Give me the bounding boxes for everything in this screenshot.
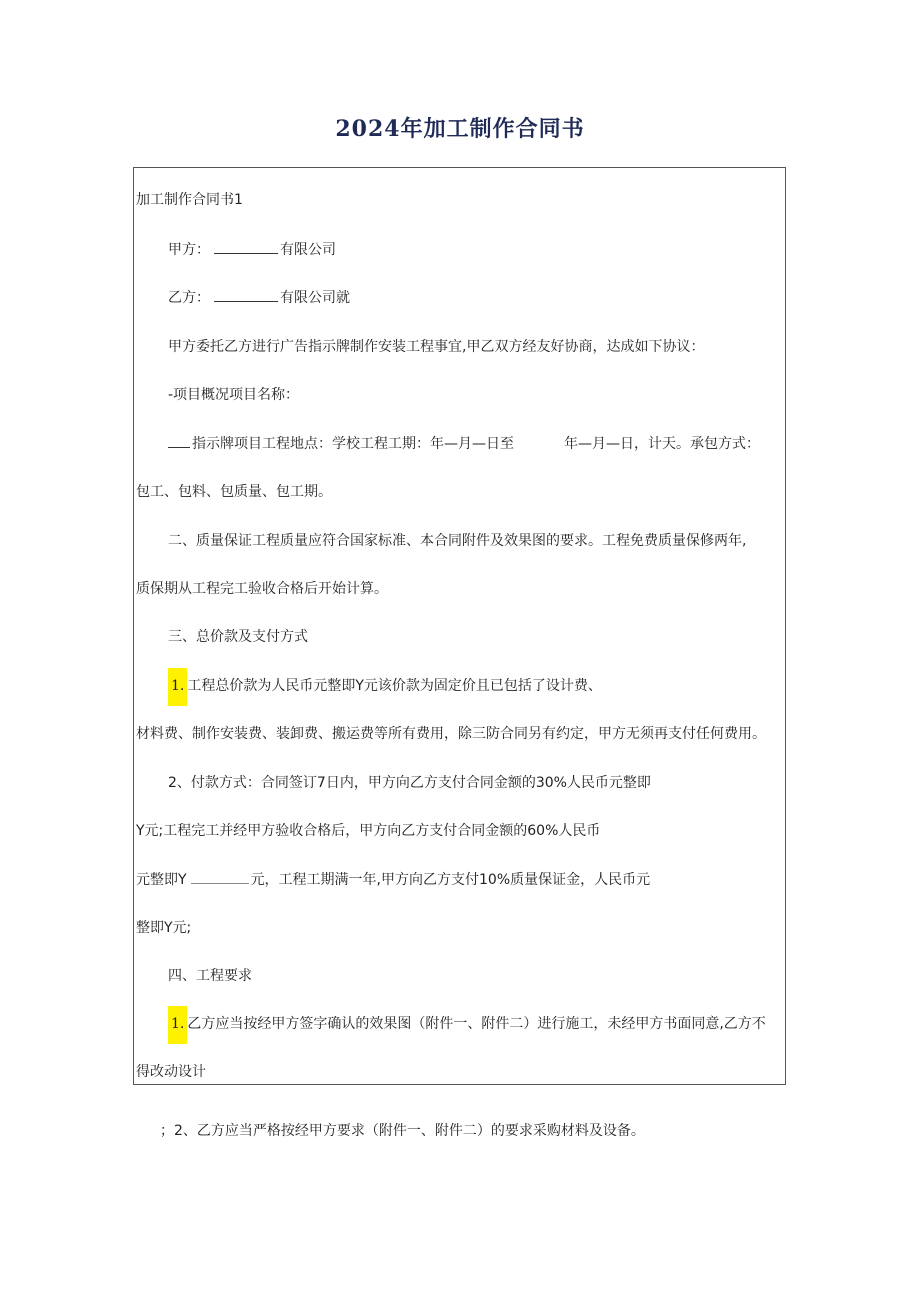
- section3-item1-text: 工程总价款为人民币元整即Y元该价款为固定价且已包括了设计费、: [187, 678, 602, 694]
- party-b-label: 乙方：: [168, 290, 210, 306]
- project-name-blank: [168, 434, 190, 448]
- party-a-label: 甲方：: [168, 242, 210, 258]
- section3-item2-line3-a: 元整即Y: [136, 872, 187, 888]
- party-b-blank: [214, 288, 278, 302]
- party-b-suffix: 有限公司就: [280, 290, 350, 306]
- party-a-blank: [214, 240, 278, 254]
- section3-item2-line4: 整即Y元;: [136, 920, 192, 936]
- section3-item2-line1: 2、付款方式：合同签订7日内，甲方向乙方支付合同金额的30%人民币元整即: [168, 775, 651, 791]
- section4-title: 四、工程要求: [168, 968, 252, 984]
- section1-line1-a: 指示牌项目工程地点：学校工程工期：年—月—日至: [192, 436, 514, 452]
- section4-item1-line1: [168, 1014, 766, 1034]
- outside-item2: ；2、乙方应当严格按经甲方要求（附件一、附件二）的要求采购材料及设备。: [160, 1123, 645, 1139]
- section1-line1: [168, 434, 760, 454]
- contract-heading: 加工制作合同书1: [136, 192, 243, 208]
- section3-title: 三、总价款及支付方式: [168, 629, 308, 645]
- intro-paragraph: 甲方委托乙方进行广告指示牌制作安装工程事宜,甲乙双方经友好协商，达成如下协议：: [168, 339, 705, 355]
- section3-item2-line2: Y元;工程完工并经甲方验收合格后，甲方向乙方支付合同金额的60%人民币: [136, 823, 601, 839]
- section3-item1-line1: [168, 676, 602, 696]
- section3-item2-line3: [136, 870, 650, 890]
- page-title: 2024年加工制作合同书: [335, 116, 585, 142]
- section2-line1: 二、质量保证工程质量应符合国家标准、本合同附件及效果图的要求。工程免费质量保修两年,: [168, 533, 747, 549]
- section3-item2-line3-b: 元，工程工期满一年,甲方向乙方支付10%质量保证金，人民币元: [250, 872, 651, 888]
- section2-line2: 质保期从工程完工验收合格后开始计算。: [136, 581, 388, 597]
- section1-line2: 包工、包料、包质量、包工期。: [136, 484, 332, 500]
- section3-item1-number: 1.: [168, 668, 187, 706]
- section1-title: -项目概况项目名称：: [168, 387, 300, 403]
- section3-item1-line2: 材料费、制作安装费、装卸费、搬运费等所有费用，除三防合同另有约定，甲方无须再支付任何费用。: [136, 726, 766, 742]
- section1-line1-b: 年—月—日，计天。承包方式：: [564, 436, 760, 452]
- section4-item1-text: 乙方应当按经甲方签字确认的效果图（附件一、附件二）进行施工，未经甲方书面同意,乙方不: [187, 1016, 766, 1032]
- party-a-suffix: 有限公司: [280, 242, 336, 258]
- section4-item1-number: 1.: [168, 1006, 187, 1044]
- party-a-line: [168, 240, 336, 260]
- section4-item1-line2: 得改动设计: [136, 1064, 206, 1080]
- party-b-line: [168, 288, 350, 308]
- amount-blank: [191, 870, 249, 884]
